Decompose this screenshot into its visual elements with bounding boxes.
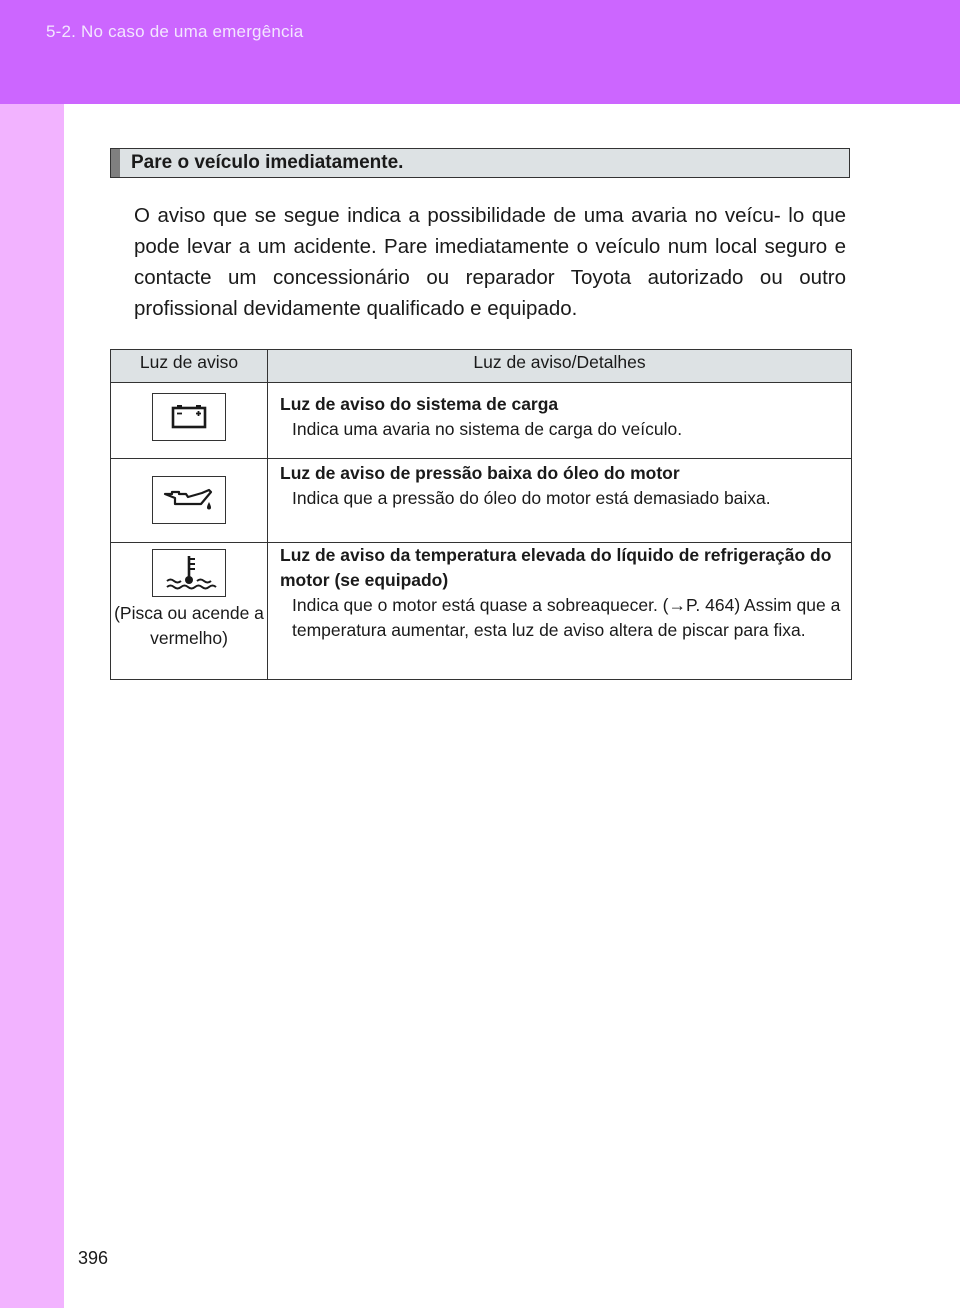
table-row [111,543,852,680]
heading-box [110,148,850,178]
page-number: 396 [78,1248,109,1268]
column-header-details: Luz de aviso/Detalhes [268,350,852,383]
coolant-temperature-warning-icon [152,549,226,597]
table-row [111,459,852,543]
chapter-side-strip [0,104,64,1308]
detail-cell [268,459,852,543]
icon-cell [111,543,268,680]
detail-cell [268,383,852,459]
icon-cell [111,383,268,459]
detail-title: Luz de aviso do sistema de carga [280,394,559,414]
chapter-header-bar [0,0,960,104]
icon-note: (Pisca ou acende a vermelho) [114,603,264,648]
table-row [111,383,852,459]
detail-description: Indica uma avaria no sistema de carga do veículo. [292,419,683,439]
battery-warning-icon [152,393,226,441]
column-header-warning-light: Luz de aviso [111,350,268,383]
detail-cell [268,543,852,680]
intro-paragraph: O aviso que se segue indica a possibilidade de uma avaria no veícu- lo que pode levar a um acidente. Pare imediatamente o veículo num local seguro e contacte um concessionário ou reparador Toyota autorizado ou outro profissional devidamente qualificado e equipado. [134,204,846,320]
detail-description: Indica que o motor está quase a sobreaquecer. (→P. 464) Assim que a temperatura aumentar, esta luz de aviso altera de piscar para fixa. [292,595,841,640]
warning-light-table [110,349,852,680]
oil-pressure-warning-icon [152,476,226,524]
section-title: 5-2. No caso de uma emergência [46,22,304,41]
detail-title: Luz de aviso de pressão baixa do óleo do motor [280,463,680,483]
icon-cell [111,459,268,543]
heading-accent [111,149,120,177]
detail-description: Indica que a pressão do óleo do motor está demasiado baixa. [292,488,771,508]
heading-title: Pare o veículo imediatamente. [131,152,404,173]
table-header-row [111,350,852,383]
detail-title: Luz de aviso da temperatura elevada do líquido de refrigeração do motor (se equipado) [280,545,832,590]
